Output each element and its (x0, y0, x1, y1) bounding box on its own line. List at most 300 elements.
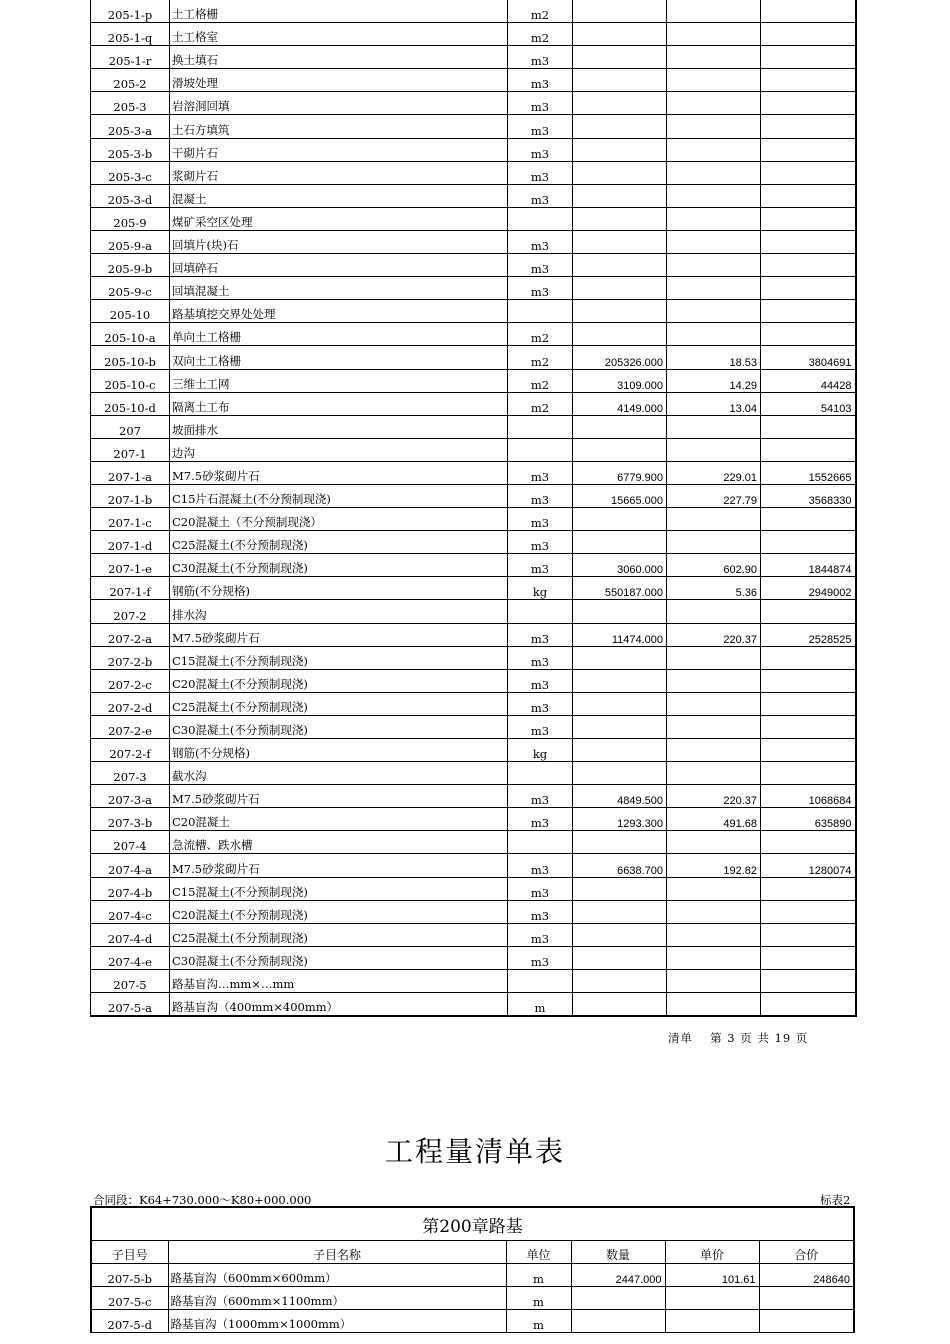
cell-unit: m3 (508, 808, 573, 831)
cell-qty (573, 923, 667, 946)
cell-qty (573, 230, 667, 253)
cell-name: 土工格室 (170, 23, 508, 46)
cell-price (667, 323, 761, 346)
cell-unit: m3 (508, 277, 573, 300)
cell-unit: m (508, 993, 573, 1017)
cell-qty: 15665.000 (573, 484, 667, 507)
cell-total (761, 600, 856, 623)
cell-price (667, 92, 761, 115)
cell-price: 18.53 (667, 346, 761, 369)
cell-code: 207-2-d (91, 692, 170, 715)
cell-unit: m3 (508, 138, 573, 161)
cell-code: 205-9-b (91, 254, 170, 277)
cell-qty (573, 600, 667, 623)
cell-unit (508, 831, 573, 854)
cell-unit: m (506, 1310, 571, 1333)
cell-total: 1552665 (761, 461, 856, 484)
cell-code: 207-4 (91, 831, 170, 854)
cell-qty (573, 969, 667, 992)
cell-name: C25混凝土(不分预制现浇) (170, 531, 508, 554)
cell-name: C20混凝土(不分预制现浇) (170, 669, 508, 692)
cell-name: C25混凝土(不分预制现浇) (170, 692, 508, 715)
cell-name: 路基盲沟（600mm×1100mm） (168, 1287, 506, 1310)
cell-price (667, 739, 761, 762)
cell-qty (571, 1310, 665, 1333)
cell-total (761, 230, 856, 253)
cell-name: 单向土工格栅 (170, 323, 508, 346)
cell-total: 3804691 (761, 346, 856, 369)
table-row (91, 92, 856, 115)
cell-unit: m3 (508, 254, 573, 277)
cell-total (761, 23, 856, 46)
cell-price (667, 184, 761, 207)
cell-code: 207-4-b (91, 877, 170, 900)
cell-total (761, 0, 856, 23)
cell-price (667, 831, 761, 854)
cell-qty (573, 831, 667, 854)
cell-name: 回填碎石 (170, 254, 508, 277)
cell-unit: m3 (508, 161, 573, 184)
cell-unit: m3 (508, 946, 573, 969)
cell-unit: m3 (508, 877, 573, 900)
page-footer: 清单 第 3 页 共 19 页 (668, 1031, 809, 1045)
cell-price (667, 669, 761, 692)
cell-unit: m2 (508, 346, 573, 369)
cell-unit (508, 969, 573, 992)
chapter-title: 第200章路基 (91, 1207, 854, 1241)
cell-name: C20混凝土 (170, 808, 508, 831)
cell-price (667, 300, 761, 323)
cell-name: M7.5砂浆砌片石 (170, 461, 508, 484)
cell-code: 207-2-f (91, 739, 170, 762)
cell-qty (573, 715, 667, 738)
cell-code: 207-1-e (91, 554, 170, 577)
cell-total (761, 669, 856, 692)
cell-qty (573, 46, 667, 69)
header-name: 子目名称 (168, 1241, 506, 1264)
cell-unit: m3 (508, 900, 573, 923)
table-row (91, 369, 856, 392)
cell-name: 钢筋(不分规格) (170, 577, 508, 600)
cell-qty (573, 207, 667, 230)
cell-qty (573, 277, 667, 300)
cell-code: 205-3-c (91, 161, 170, 184)
cell-code: 207-4-a (91, 854, 170, 877)
table-row (91, 207, 856, 230)
cell-qty: 4849.500 (573, 785, 667, 808)
cell-name: C30混凝土(不分预制现浇) (170, 946, 508, 969)
table-row (91, 254, 856, 277)
cell-total (761, 900, 856, 923)
cell-qty (573, 138, 667, 161)
cell-name: M7.5砂浆砌片石 (170, 854, 508, 877)
cell-name: M7.5砂浆砌片石 (170, 785, 508, 808)
cell-code: 205-1-r (91, 46, 170, 69)
cell-price (667, 646, 761, 669)
cell-code: 207-4-e (91, 946, 170, 969)
cell-price: 491.68 (667, 808, 761, 831)
cell-price (667, 46, 761, 69)
cell-qty: 11474.000 (573, 623, 667, 646)
cell-price: 602.90 (667, 554, 761, 577)
table-row (91, 115, 856, 138)
cell-name: C30混凝土(不分预制现浇) (170, 715, 508, 738)
cell-name: 坡面排水 (170, 415, 508, 438)
cell-name: 岩溶洞回填 (170, 92, 508, 115)
cell-price (667, 946, 761, 969)
table-row (91, 438, 856, 461)
table-row (91, 184, 856, 207)
cell-code: 207-1-f (91, 577, 170, 600)
cell-name: 路基盲沟（400mm×400mm） (170, 993, 508, 1017)
cell-code: 205-9-c (91, 277, 170, 300)
cell-code: 205-9-a (91, 230, 170, 253)
cell-unit: m3 (508, 484, 573, 507)
table-row (91, 877, 856, 900)
cell-code: 207-2-b (91, 646, 170, 669)
cell-price: 220.37 (667, 623, 761, 646)
cell-code: 207-5-d (91, 1310, 168, 1333)
cell-name: 滑坡处理 (170, 69, 508, 92)
cell-qty (573, 993, 667, 1017)
cell-total: 2528525 (761, 623, 856, 646)
cell-price (667, 993, 761, 1017)
cell-unit (508, 207, 573, 230)
table-row (91, 230, 856, 253)
cell-price (665, 1287, 759, 1310)
cell-code: 207-5-a (91, 993, 170, 1017)
cell-unit: m3 (508, 692, 573, 715)
cell-price (667, 438, 761, 461)
cell-unit: m2 (508, 0, 573, 23)
table-row (91, 692, 856, 715)
cell-unit (508, 762, 573, 785)
cell-total (761, 923, 856, 946)
table-row (91, 277, 856, 300)
cell-qty (573, 184, 667, 207)
cell-qty (573, 415, 667, 438)
cell-code: 207-5-c (91, 1287, 168, 1310)
cell-name: 隔离土工布 (170, 392, 508, 415)
cell-name: 截水沟 (170, 762, 508, 785)
cell-total (761, 438, 856, 461)
cell-total (761, 415, 856, 438)
cell-unit: m3 (508, 715, 573, 738)
cell-unit: m3 (508, 461, 573, 484)
cell-unit: m3 (508, 623, 573, 646)
table-row (91, 923, 856, 946)
cell-total (761, 207, 856, 230)
cell-total (759, 1287, 854, 1310)
cell-code: 207-3-b (91, 808, 170, 831)
cell-code: 207-2-e (91, 715, 170, 738)
table-row (91, 484, 856, 507)
cell-price (667, 0, 761, 23)
cell-qty (573, 762, 667, 785)
cell-qty: 4149.000 (573, 392, 667, 415)
table-row (91, 554, 856, 577)
cell-price: 5.36 (667, 577, 761, 600)
table-row (91, 785, 856, 808)
cell-qty: 550187.000 (573, 577, 667, 600)
cell-code: 207-2-a (91, 623, 170, 646)
cell-qty (573, 900, 667, 923)
cell-price (667, 115, 761, 138)
table-row (91, 300, 856, 323)
cell-unit: m (506, 1287, 571, 1310)
cell-name: 路基盲沟（1000mm×1000mm） (168, 1310, 506, 1333)
cell-price (665, 1310, 759, 1333)
cell-code: 207-1-c (91, 508, 170, 531)
cell-name: C20混凝土(不分预制现浇) (170, 900, 508, 923)
cell-unit: m3 (508, 508, 573, 531)
cell-qty (573, 115, 667, 138)
cell-qty: 6779.900 (573, 461, 667, 484)
cell-name: 换土填石 (170, 46, 508, 69)
cell-unit: m3 (508, 923, 573, 946)
cell-qty (573, 669, 667, 692)
cell-unit (508, 438, 573, 461)
table-row (91, 531, 856, 554)
cell-code: 205-10-c (91, 369, 170, 392)
cell-name: C20混凝土（不分预制现浇） (170, 508, 508, 531)
cell-code: 205-3-b (91, 138, 170, 161)
cell-code: 207-4-d (91, 923, 170, 946)
cell-price: 14.29 (667, 369, 761, 392)
cell-name: 急流槽、跌水槽 (170, 831, 508, 854)
cell-unit: m3 (508, 92, 573, 115)
cell-name: 三维土工网 (170, 369, 508, 392)
header-qty: 数量 (571, 1241, 665, 1264)
cell-qty (573, 531, 667, 554)
cell-qty: 2447.000 (571, 1264, 665, 1287)
cell-total (761, 92, 856, 115)
cell-price: 227.79 (667, 484, 761, 507)
cell-code: 207 (91, 415, 170, 438)
cell-code: 207-1-a (91, 461, 170, 484)
bill-table-lower-body (91, 1207, 854, 1333)
cell-price (667, 692, 761, 715)
cell-unit: m3 (508, 230, 573, 253)
cell-name: 土工格栅 (170, 0, 508, 23)
cell-total (761, 993, 856, 1017)
cell-name: 排水沟 (170, 600, 508, 623)
cell-price (667, 531, 761, 554)
cell-total: 3568330 (761, 484, 856, 507)
cell-name: C15混凝土(不分预制现浇) (170, 646, 508, 669)
cell-code: 205-10-b (91, 346, 170, 369)
table-row (91, 969, 856, 992)
table-row (91, 946, 856, 969)
cell-name: 浆砌片石 (170, 161, 508, 184)
cell-code: 207-1-b (91, 484, 170, 507)
cell-price (667, 138, 761, 161)
cell-total: 2949002 (761, 577, 856, 600)
cell-price: 220.37 (667, 785, 761, 808)
table-row (91, 508, 856, 531)
table-row (91, 461, 856, 484)
cell-code: 207-3 (91, 762, 170, 785)
cell-total: 248640 (759, 1264, 854, 1287)
cell-code: 207-3-a (91, 785, 170, 808)
cell-code: 205-1-p (91, 0, 170, 23)
cell-name: 路基盲沟…mm×…mm (170, 969, 508, 992)
cell-name: 土石方填筑 (170, 115, 508, 138)
cell-total (761, 300, 856, 323)
cell-price (667, 762, 761, 785)
cell-qty (573, 69, 667, 92)
table-row (91, 854, 856, 877)
cell-total (761, 531, 856, 554)
cell-qty (573, 300, 667, 323)
table-row (91, 323, 856, 346)
cell-total (761, 715, 856, 738)
cell-code: 205-1-q (91, 23, 170, 46)
cell-name: C15混凝土(不分预制现浇) (170, 877, 508, 900)
cell-code: 205-3 (91, 92, 170, 115)
cell-unit (508, 300, 573, 323)
bill-table-upper-body (91, 0, 856, 1016)
cell-total (761, 254, 856, 277)
cell-name: C15片石混凝土(不分预制现浇) (170, 484, 508, 507)
cell-total: 635890 (761, 808, 856, 831)
chapter-row (91, 1207, 854, 1241)
table-row (91, 762, 856, 785)
cell-qty (573, 646, 667, 669)
cell-code: 207-5 (91, 969, 170, 992)
table-row (91, 600, 856, 623)
cell-qty (573, 692, 667, 715)
cell-code: 207-5-b (91, 1264, 168, 1287)
cell-total: 1068684 (761, 785, 856, 808)
cell-name: C30混凝土(不分预制现浇) (170, 554, 508, 577)
cell-name: 回填片(块)石 (170, 230, 508, 253)
cell-total (761, 277, 856, 300)
cell-total: 1844874 (761, 554, 856, 577)
table-row (91, 646, 856, 669)
cell-name: 路基盲沟（600mm×600mm） (168, 1264, 506, 1287)
cell-unit: kg (508, 577, 573, 600)
cell-unit: m2 (508, 392, 573, 415)
header-row (91, 1241, 854, 1264)
cell-qty (573, 0, 667, 23)
cell-price: 101.61 (665, 1264, 759, 1287)
table-row (91, 138, 856, 161)
bill-table-lower (90, 1206, 855, 1333)
cell-code: 205-2 (91, 69, 170, 92)
cell-unit: kg (508, 739, 573, 762)
cell-name: 混凝土 (170, 184, 508, 207)
cell-total (761, 138, 856, 161)
cell-total (761, 762, 856, 785)
table-row (91, 1287, 854, 1310)
table-row (91, 739, 856, 762)
cell-price (667, 277, 761, 300)
cell-total (761, 646, 856, 669)
cell-price (667, 508, 761, 531)
table-row (91, 23, 856, 46)
cell-qty (573, 877, 667, 900)
table-row (91, 415, 856, 438)
cell-code: 207-1-d (91, 531, 170, 554)
table-row (91, 900, 856, 923)
table-row (91, 623, 856, 646)
cell-total (761, 46, 856, 69)
table-row (91, 808, 856, 831)
table-row (91, 346, 856, 369)
cell-unit: m2 (508, 323, 573, 346)
cell-price (667, 254, 761, 277)
cell-name: 边沟 (170, 438, 508, 461)
cell-price (667, 877, 761, 900)
table-row (91, 392, 856, 415)
bill-table-upper (90, 0, 857, 1017)
cell-total (761, 115, 856, 138)
cell-code: 205-3-a (91, 115, 170, 138)
cell-name: 路基填挖交界处处理 (170, 300, 508, 323)
table-number: 标表2 (820, 1193, 851, 1207)
cell-total (761, 184, 856, 207)
cell-total (761, 323, 856, 346)
cell-total: 1280074 (761, 854, 856, 877)
cell-price (667, 923, 761, 946)
cell-price (667, 161, 761, 184)
cell-unit: m3 (508, 531, 573, 554)
cell-price: 229.01 (667, 461, 761, 484)
cell-code: 205-3-d (91, 184, 170, 207)
table-row (91, 161, 856, 184)
cell-unit: m3 (508, 669, 573, 692)
table-row (91, 1264, 854, 1287)
cell-unit: m3 (508, 785, 573, 808)
cell-total (761, 946, 856, 969)
cell-price: 192.82 (667, 854, 761, 877)
cell-code: 205-10 (91, 300, 170, 323)
cell-total (761, 831, 856, 854)
cell-unit: m3 (508, 554, 573, 577)
cell-total (761, 161, 856, 184)
cell-code: 207-1 (91, 438, 170, 461)
cell-name: 双向土工格栅 (170, 346, 508, 369)
cell-qty (573, 508, 667, 531)
cell-name: M7.5砂浆砌片石 (170, 623, 508, 646)
cell-code: 205-9 (91, 207, 170, 230)
cell-name: 煤矿采空区处理 (170, 207, 508, 230)
table-row (91, 993, 856, 1017)
table-row (91, 0, 856, 23)
cell-code: 207-2 (91, 600, 170, 623)
cell-qty: 3060.000 (573, 554, 667, 577)
cell-unit: m3 (508, 646, 573, 669)
cell-unit: m3 (508, 115, 573, 138)
cell-unit: m2 (508, 23, 573, 46)
header-price: 单价 (665, 1241, 759, 1264)
cell-price (667, 715, 761, 738)
cell-price (667, 969, 761, 992)
cell-price (667, 600, 761, 623)
cell-total (761, 508, 856, 531)
table-row (91, 669, 856, 692)
header-code: 子目号 (91, 1241, 168, 1264)
cell-qty (573, 323, 667, 346)
cell-code: 207-4-c (91, 900, 170, 923)
cell-unit: m3 (508, 69, 573, 92)
cell-unit: m3 (508, 46, 573, 69)
cell-price: 13.04 (667, 392, 761, 415)
cell-price (667, 69, 761, 92)
header-unit: 单位 (506, 1241, 571, 1264)
cell-qty (571, 1287, 665, 1310)
